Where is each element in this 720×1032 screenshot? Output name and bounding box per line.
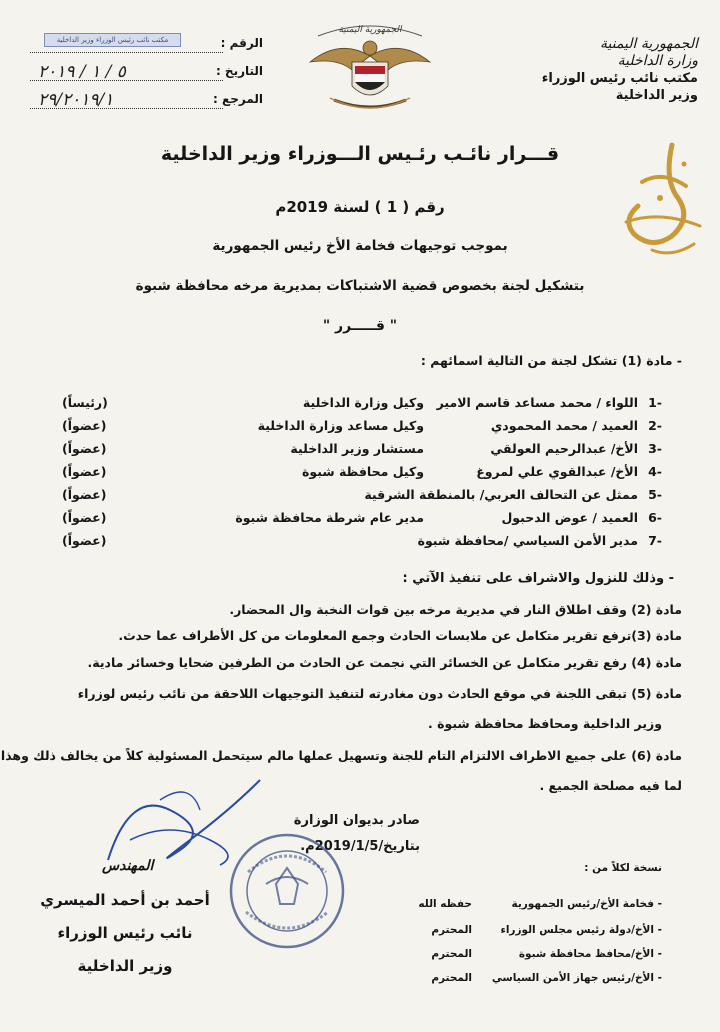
cc-item: - الأخ/رئيس جهاز الأمن السياسيالمحترم	[431, 972, 662, 984]
article-5-continued: وزير الداخلية ومحافظ محافظة شبوة .	[428, 716, 662, 731]
member-row	[62, 464, 662, 484]
signatory-role-1: نائب رئيس الوزراء	[57, 924, 193, 942]
member-role: (عضواً)	[62, 418, 107, 433]
cc-heading: نسخة لكلاً من :	[584, 862, 662, 874]
cc-item: - الأخ/محافظ محافظة شبوةالمحترم	[431, 948, 662, 960]
date-label: التاريخ :	[215, 64, 263, 78]
member-row	[62, 395, 662, 415]
member-number: -3	[648, 441, 662, 456]
member-position: وكيل مساعد وزارة الداخلية	[257, 418, 424, 433]
member-number: -6	[648, 510, 662, 525]
member-position: مستشار وزير الداخلية	[290, 441, 424, 456]
date-handwritten: ٥ / ١ / ٢٠١٩	[38, 62, 126, 82]
member-name: اللواء / محمد مساعد قاسم الامير	[436, 395, 638, 410]
office-line-1: مكتب نائب رئيس الوزراء	[541, 71, 698, 86]
signatory-block	[40, 858, 210, 983]
member-role: (عضواً)	[62, 487, 107, 502]
number-stamp: مكتب نائب رئيس الوزراء وزير الداخلية	[44, 33, 181, 47]
cc-item: - الأخ/دولة رئيس مجلس الوزراءالمحترم	[431, 924, 662, 936]
member-name: الأخ/ عبدالقوي علي لمروغ	[476, 464, 638, 479]
member-number: -5	[648, 487, 662, 502]
cc-item: - فخامة الأخ/رئيس الجمهوريةحفظه الله	[418, 898, 662, 910]
member-row	[62, 441, 662, 461]
member-number: -7	[648, 533, 662, 548]
member-position: مدير عام شرطة محافظة شبوة	[235, 510, 424, 525]
article-1-text: - مادة (1) تشكل لجنة من التالية اسمائهم :	[420, 353, 682, 368]
emblem-banner-text: الجمهورية اليمنية	[338, 25, 402, 35]
ref-row	[30, 88, 265, 116]
member-role: (عضواً)	[62, 510, 107, 525]
member-number: -2	[648, 418, 662, 433]
member-row	[62, 533, 662, 553]
signatory-name: أحمد بن أحمد الميسري	[40, 891, 210, 909]
member-row	[62, 418, 662, 438]
member-name: الأخ/ عبدالرحيم العولقي	[490, 441, 638, 456]
decision-basis: بموجب توجيهات فخامة الأخ رئيس الجمهورية	[212, 238, 508, 254]
decision-title: قـــرار نائـب رئـيس الـــوزراء وزير الداخلية	[160, 143, 560, 165]
article-3: مادة (3)ترفع تقرير متكامل عن ملابسات الحادث وجمع المعلومات من كل الأطراف عما حدث.	[118, 628, 682, 643]
article-4: مادة (4) رفع تقرير متكامل عن الخسائر التي نجمت عن الحادث من الطرفين ضحايا وخسائر مادية.	[87, 655, 682, 670]
ref-handwritten: ٢٩/٢٠١٩/١	[38, 90, 114, 110]
member-name: ممثل عن التحالف العربي/ بالمنطقة الشرقية	[364, 487, 638, 502]
member-row	[62, 487, 662, 507]
decides-heading: " قـــــرر "	[322, 318, 398, 334]
member-row	[62, 510, 662, 530]
ministry-seal-stamp	[228, 832, 346, 950]
member-number: -1	[648, 395, 662, 410]
article-6: مادة (6) على جميع الاطراف الالتزام التام للجنة وتسهيل عملها مالم سيتحمل المسئولية كلاً من يخالف ذلك وهذا	[0, 748, 682, 763]
office-line-2: وزير الداخلية	[615, 88, 698, 103]
member-role: (رئيساً)	[62, 395, 108, 410]
member-number: -4	[648, 464, 662, 479]
member-role: (عضواً)	[62, 464, 107, 479]
member-position: وكيل وزارة الداخلية	[302, 395, 424, 410]
article-5: مادة (5) تبقى اللجنة في موقع الحادث دون مغادرته لتنفيذ التوجيهات اللاحقة من نائب رئيس لوزراء	[77, 686, 682, 701]
member-role: (عضواً)	[62, 533, 107, 548]
article-2: مادة (2) وقف اطلاق النار في مديرية مرخه بين قوات النخبة وال المحضار.	[229, 602, 682, 617]
member-name: مدير الأمن السياسي /محافظة شبوة	[417, 533, 638, 548]
member-role: (عضواً)	[62, 441, 107, 456]
issued-line-1: صادر بديوان الوزارة	[293, 813, 420, 828]
date-row	[30, 60, 265, 88]
ministry-header	[528, 36, 698, 104]
ref-label: المرجع :	[213, 92, 263, 106]
issued-line-2: بتاريخ/2019/1/5م.	[300, 839, 420, 854]
republic-name: الجمهورية اليمنية	[599, 36, 698, 52]
member-position: وكيل محافظة شبوة	[302, 464, 424, 479]
tasks-heading: - وذلك للنزول والاشراف على تنفيذ الآتي :	[402, 571, 674, 586]
signatory-role-2: وزير الداخلية	[77, 957, 173, 975]
decision-subject: بتشكيل لجنة بخصوص قضية الاشتباكات بمديرية مرخه محافظة شبوة	[135, 278, 585, 294]
yemen-eagle-emblem	[300, 14, 440, 124]
member-name: العميد / عوض الدحبول	[501, 510, 638, 525]
ministry-name: وزارة الداخلية	[617, 53, 698, 69]
member-name: العميد / محمد المحمودي	[490, 418, 638, 433]
signatory-title: المهندس	[102, 858, 154, 874]
article-6-continued: لما فيه مصلحة الجميع .	[539, 778, 682, 793]
decision-number: رقم ( 1 ) لسنة 2019م	[275, 198, 445, 216]
number-label: الرقم :	[220, 36, 263, 50]
